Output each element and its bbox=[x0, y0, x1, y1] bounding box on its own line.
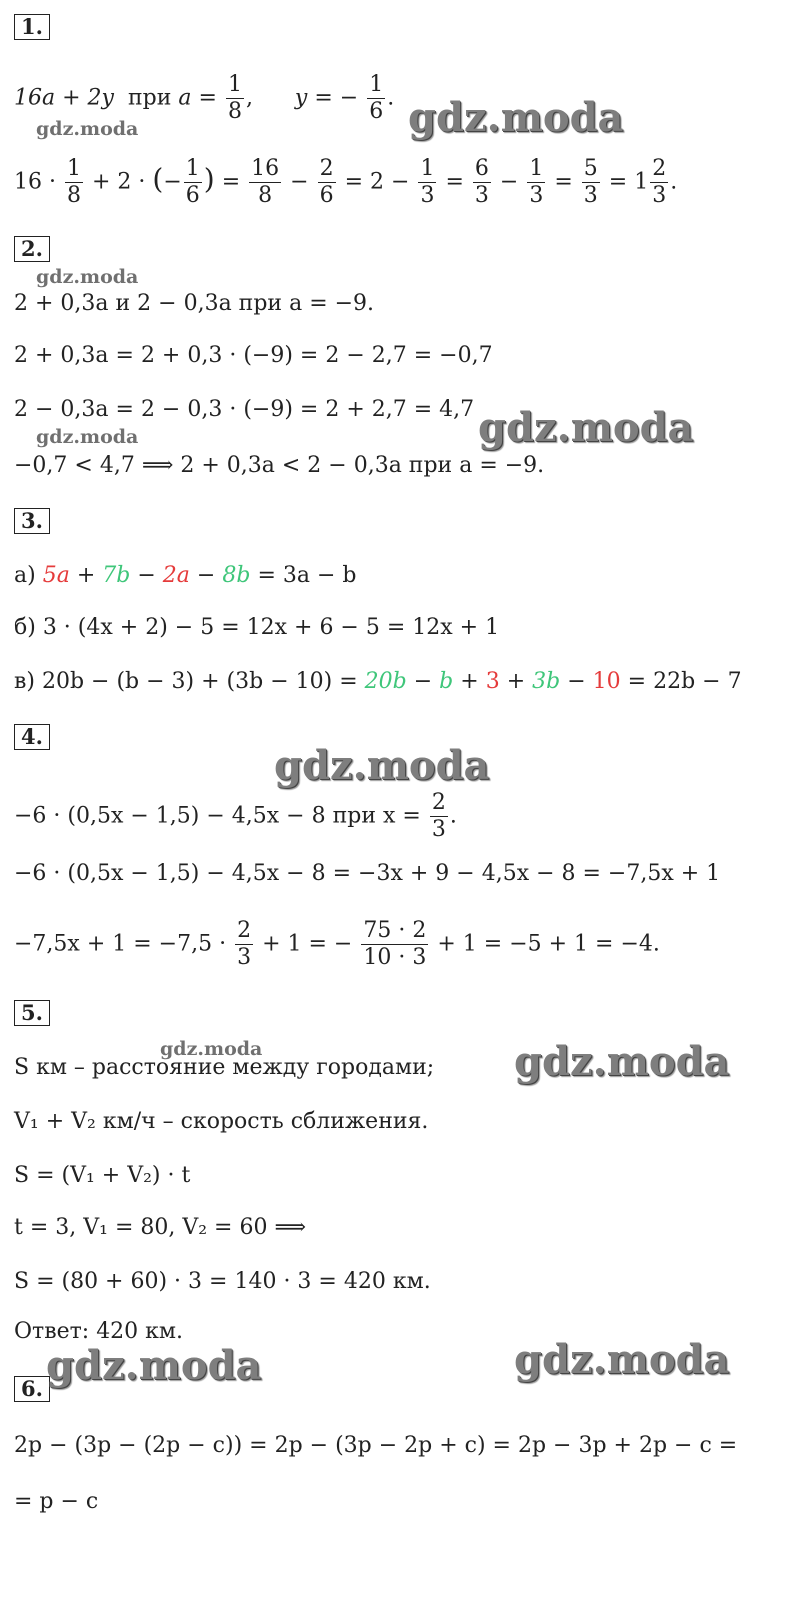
watermark-logo: gdz.moda bbox=[514, 1038, 730, 1085]
p5-line-2: V₁ + V₂ км/ч – скорость сближения. bbox=[14, 1109, 429, 1134]
watermark-logo: gdz.moda bbox=[36, 266, 139, 288]
p4-line-2: −6 · (0,5x − 1,5) − 4,5x − 8 = −3x + 9 − 4,5x − 8 = −7,5x + 1 bbox=[14, 861, 721, 886]
p5-line-1: S км – расстояние между городами; bbox=[14, 1055, 435, 1080]
watermark-logo: gdz.moda bbox=[36, 118, 139, 140]
p2-line-2: 2 + 0,3a = 2 + 0,3 · (−9) = 2 − 2,7 = −0,7 bbox=[14, 343, 493, 368]
watermark-logo: gdz.moda bbox=[514, 1336, 730, 1383]
p2-line-4: −0,7 < 4,7 ⟹ 2 + 0,3a < 2 − 0,3a при a = −9. bbox=[14, 453, 545, 478]
watermark-logo: gdz.moda bbox=[36, 426, 139, 448]
p3-line-a: а) 5a + 7b − 2a − 8b = 3a − b bbox=[14, 563, 357, 588]
watermark-logo: gdz.moda bbox=[478, 404, 694, 451]
problem-number-4: 4. bbox=[14, 724, 50, 750]
p5-answer: Ответ: 420 км. bbox=[14, 1319, 184, 1344]
p2-line-1: 2 + 0,3a и 2 − 0,3a при a = −9. bbox=[14, 291, 375, 316]
p1-task: 16a + 2y при a = $\frac{1}{8}$ , y = − $\frac{1}{6}$ . bbox=[14, 72, 395, 124]
problem-number-1: 1. bbox=[14, 14, 50, 40]
p1-solution: 16 · $\frac{1}{8}$ + 2 · (− $\frac{1}{6}$ ) = $\frac{16}{8}$ − $\frac{2}{6}$ = 2 − $\frac{1}{3}$ = $\frac{6}{3}$ − $\frac{1}{3}$ = $\frac{5}{3}$ = 1 $\frac{2}{3}$ . bbox=[14, 156, 678, 208]
watermark-logo: gdz.moda bbox=[274, 742, 490, 789]
p6-line-2: = p − c bbox=[14, 1489, 99, 1514]
problem-number-3: 3. bbox=[14, 508, 50, 534]
p2-line-3: 2 − 0,3a = 2 − 0,3 · (−9) = 2 + 2,7 = 4,7 bbox=[14, 397, 475, 422]
p5-line-4: t = 3, V₁ = 80, V₂ = 60 ⟹ bbox=[14, 1215, 307, 1240]
p3-line-v: в) 20b − (b − 3) + (3b − 10) = 20b − b + 3 + 3b − 10 = 22b − 7 bbox=[14, 669, 742, 694]
problem-number-2: 2. bbox=[14, 236, 50, 262]
problem-number-6: 6. bbox=[14, 1376, 50, 1402]
p5-line-3: S = (V₁ + V₂) · t bbox=[14, 1163, 191, 1188]
watermark-logo: gdz.moda bbox=[160, 1038, 263, 1060]
p5-line-5: S = (80 + 60) · 3 = 140 · 3 = 420 км. bbox=[14, 1269, 431, 1294]
p6-line-1: 2p − (3p − (2p − c)) = 2p − (3p − 2p + c) = 2p − 3p + 2p − c = bbox=[14, 1433, 738, 1458]
watermark-logo: gdz.moda bbox=[408, 94, 624, 141]
watermark-logo: gdz.moda bbox=[46, 1342, 262, 1389]
p4-line-1: −6 · (0,5x − 1,5) − 4,5x − 8 при x = $\frac{2}{3}$ . bbox=[14, 790, 457, 842]
p4-line-3: −7,5x + 1 = −7,5 · $\frac{2}{3}$ + 1 = − $\frac{75 \cdot 2}{10 \cdot 3}$ + 1 = −5 + 1 = −4. bbox=[14, 918, 660, 970]
problem-number-5: 5. bbox=[14, 1000, 50, 1026]
p3-line-b: б) 3 · (4x + 2) − 5 = 12x + 6 − 5 = 12x + 1 bbox=[14, 615, 500, 640]
